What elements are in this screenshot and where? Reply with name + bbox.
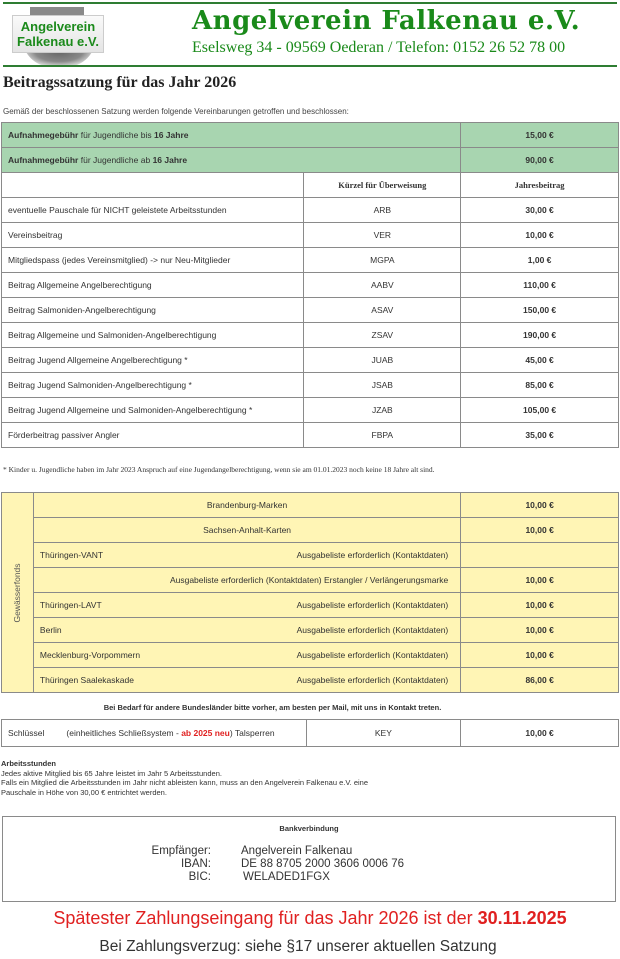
work-hours-line: Jedes aktive Mitglied bis 65 Jahre leistet im Jahr 5 Arbeitsstunden. xyxy=(1,768,222,778)
fonds-region: Thüringen Saalekaskade xyxy=(39,675,134,685)
bank-iban-label: IBAN: xyxy=(180,858,211,870)
header-top-rule xyxy=(3,2,617,4)
fee-amount: 10,00 € xyxy=(461,223,619,248)
fonds-side-label: Gewässerfonds xyxy=(12,562,23,623)
fee-table xyxy=(1,122,619,448)
fee-amount: 110,00 € xyxy=(461,273,619,298)
fonds-note: Ausgabeliste erforderlich (Kontaktdaten) xyxy=(296,600,449,610)
admission-age: 16 Jahre xyxy=(152,155,188,165)
fonds-amount: 10,00 € xyxy=(461,593,619,618)
logo-text-2: Falkenau e.V. xyxy=(17,34,99,49)
fonds-region: Sachsen-Anhalt-Karten xyxy=(33,518,460,543)
bank-bic-value: WELADED1FGX xyxy=(243,871,330,883)
fonds-row xyxy=(2,593,619,618)
header-code: Kürzel für Überweisung xyxy=(304,173,461,198)
fee-amount: 30,00 € xyxy=(461,198,619,223)
key-desc-prefix: (einheitliches Schließsystem - xyxy=(66,728,182,738)
fee-amount: 85,00 € xyxy=(461,373,619,398)
fee-amount: 1,00 € xyxy=(461,248,619,273)
gewaesserfonds-table xyxy=(1,492,619,693)
fonds-row xyxy=(2,643,619,668)
admission-row xyxy=(2,123,619,148)
fee-amount: 45,00 € xyxy=(461,348,619,373)
key-row xyxy=(2,720,619,747)
fonds-region-cell xyxy=(33,643,460,668)
fonds-note-cell xyxy=(33,568,460,593)
fee-code: ZSAV xyxy=(304,323,461,348)
fee-label: Förderbeitrag passiver Angler xyxy=(2,423,304,448)
fonds-note: Ausgabeliste erforderlich (Kontaktdaten) xyxy=(296,650,449,660)
fee-row xyxy=(2,398,619,423)
fonds-amount: 10,00 € xyxy=(461,518,619,543)
fee-code: JZAB xyxy=(304,398,461,423)
fonds-row xyxy=(2,568,619,593)
admission-row xyxy=(2,148,619,173)
bank-bic xyxy=(151,871,330,883)
fee-amount: 105,00 € xyxy=(461,398,619,423)
fee-code: JUAB xyxy=(304,348,461,373)
bank-iban-value: DE 88 8705 2000 3606 0006 76 xyxy=(241,858,405,870)
fee-label: Beitrag Allgemeine Angelberechtigung xyxy=(2,273,304,298)
fee-code: AABV xyxy=(304,273,461,298)
work-hours-line: Falls ein Mitglied die Arbeitsstunden im Jahr nicht ableisten kann, muss an den Angelverein Falkenau e.V. eine xyxy=(1,778,369,787)
fonds-amount: 10,00 € xyxy=(461,618,619,643)
intro-text: Gemäß der beschlossenen Satzung werden folgende Vereinbarungen getroffen und beschlossen: xyxy=(3,107,349,116)
fonds-note: Ausgabeliste erforderlich (Kontaktdaten) Erstangler / Verlängerungsmarke xyxy=(169,575,449,585)
fee-code: ARB xyxy=(304,198,461,223)
fonds-note: Ausgabeliste erforderlich (Kontaktdaten) xyxy=(296,675,449,685)
admission-label: für Jugendliche ab xyxy=(78,155,153,165)
fonds-region: Brandenburg-Marken xyxy=(33,493,460,518)
admission-age: 16 Jahre xyxy=(153,130,189,140)
deadline-date: 30.11.2025 xyxy=(477,908,567,928)
club-logo xyxy=(12,7,108,61)
logo-text-1: Angelverein xyxy=(20,19,96,34)
fonds-row xyxy=(2,518,619,543)
fee-row xyxy=(2,348,619,373)
fonds-row xyxy=(2,618,619,643)
fee-label: Beitrag Jugend Allgemeine Angelberechtigung * xyxy=(2,348,304,373)
key-label: Schlüssel xyxy=(8,728,45,738)
fonds-region-cell xyxy=(33,618,460,643)
key-desc-suffix: ) Talsperren xyxy=(229,728,275,738)
bank-details-box xyxy=(2,816,616,902)
other-states-note: Bei Bedarf für andere Bundesländer bitte vorher, am besten per Mail, mit uns in Kontakt treten. xyxy=(103,703,442,712)
fee-code: MGPA xyxy=(304,248,461,273)
payment-delay-note: Bei Zahlungsverzug: siehe §17 unserer aktuellen Satzung xyxy=(99,938,497,955)
fee-code: FBPA xyxy=(304,423,461,448)
fee-label: Mitgliedspass (jedes Vereinsmitglied) -> nur Neu-Mitglieder xyxy=(2,248,304,273)
header-amount: Jahresbeitrag xyxy=(461,173,619,198)
fonds-row xyxy=(2,493,619,518)
key-new-badge: ab 2025 neu xyxy=(181,728,230,738)
fonds-region-cell xyxy=(33,543,460,568)
fonds-region-cell xyxy=(33,668,460,693)
fee-code: JSAB xyxy=(304,373,461,398)
deadline-text: Spätester Zahlungseingang für das Jahr 2026 ist der xyxy=(53,908,478,928)
admission-label: für Jugendliche bis xyxy=(78,130,154,140)
bank-title: Bankverbindung xyxy=(279,824,339,833)
fee-label: Beitrag Jugend Allgemeine und Salmoniden-Angelberechtigung * xyxy=(2,398,304,423)
fee-amount: 190,00 € xyxy=(461,323,619,348)
key-code: KEY xyxy=(306,720,461,747)
fonds-amount xyxy=(461,543,619,568)
fonds-region: Thüringen-VANT xyxy=(39,550,104,560)
fee-row xyxy=(2,248,619,273)
key-table xyxy=(1,719,619,747)
fee-label: Vereinsbeitrag xyxy=(2,223,304,248)
fonds-region: Mecklenburg-Vorpommern xyxy=(39,650,141,660)
fee-row xyxy=(2,298,619,323)
fee-label: eventuelle Pauschale für NICHT geleistete Arbeitsstunden xyxy=(2,198,304,223)
fee-table-header xyxy=(2,173,619,198)
fee-label: Beitrag Salmoniden-Angelberechtigung xyxy=(2,298,304,323)
admission-label-bold: Aufnahmegebühr xyxy=(8,155,79,165)
header-bottom-rule xyxy=(3,65,617,67)
fonds-row xyxy=(2,543,619,568)
fee-row xyxy=(2,223,619,248)
key-amount: 10,00 € xyxy=(461,720,619,747)
fonds-region: Berlin xyxy=(39,625,62,635)
club-address: Eselsweg 34 - 09569 Oederan / Telefon: 0152 26 52 78 00 xyxy=(192,39,566,56)
fonds-amount: 10,00 € xyxy=(461,643,619,668)
fonds-region-cell xyxy=(33,593,460,618)
fee-row xyxy=(2,323,619,348)
fee-row xyxy=(2,423,619,448)
admission-amount: 15,00 € xyxy=(461,123,619,148)
work-hours-section xyxy=(1,759,368,797)
fonds-note: Ausgabeliste erforderlich (Kontaktdaten) xyxy=(296,625,449,635)
fee-code: ASAV xyxy=(304,298,461,323)
fonds-amount: 10,00 € xyxy=(461,568,619,593)
bank-bic-label: BIC: xyxy=(188,871,211,883)
header-blank xyxy=(2,173,304,198)
fonds-amount: 86,00 € xyxy=(461,668,619,693)
fee-row xyxy=(2,273,619,298)
page-title: Beitragssatzung für das Jahr 2026 xyxy=(3,74,237,91)
footnote: * Kinder u. Jugendliche haben im Jahr 2023 Anspruch auf eine Jugendangelberechtigung, wenn sie am 01.01.2023 noch keine 18 Jahre alt sind. xyxy=(3,465,435,474)
fonds-note: Ausgabeliste erforderlich (Kontaktdaten) xyxy=(296,550,449,560)
fee-amount: 35,00 € xyxy=(461,423,619,448)
bank-iban xyxy=(151,858,404,870)
fonds-amount: 10,00 € xyxy=(461,493,619,518)
bank-recipient-value: Angelverein Falkenau xyxy=(241,845,353,857)
admission-amount: 90,00 € xyxy=(461,148,619,173)
fee-amount: 150,00 € xyxy=(461,298,619,323)
work-hours-line: Pauschale in Höhe von 30,00 € entrichtet werden. xyxy=(1,787,167,797)
fee-label: Beitrag Jugend Salmoniden-Angelberechtigung * xyxy=(2,373,304,398)
fee-label: Beitrag Allgemeine und Salmoniden-Angelberechtigung xyxy=(2,323,304,348)
bank-recipient-label: Empfänger: xyxy=(151,845,211,857)
fonds-region: Thüringen-LAVT xyxy=(39,600,102,610)
fonds-row xyxy=(2,668,619,693)
fee-row xyxy=(2,198,619,223)
logo-bar xyxy=(30,7,84,15)
fonds-side-label-cell xyxy=(2,493,34,693)
bank-recipient xyxy=(151,845,352,857)
fee-row xyxy=(2,373,619,398)
admission-label-bold: Aufnahmegebühr xyxy=(8,130,79,140)
work-hours-title: Arbeitsstunden xyxy=(1,759,57,768)
club-name: Angelverein Falkenau e.V. xyxy=(192,6,581,36)
fee-code: VER xyxy=(304,223,461,248)
payment-deadline xyxy=(0,908,620,929)
